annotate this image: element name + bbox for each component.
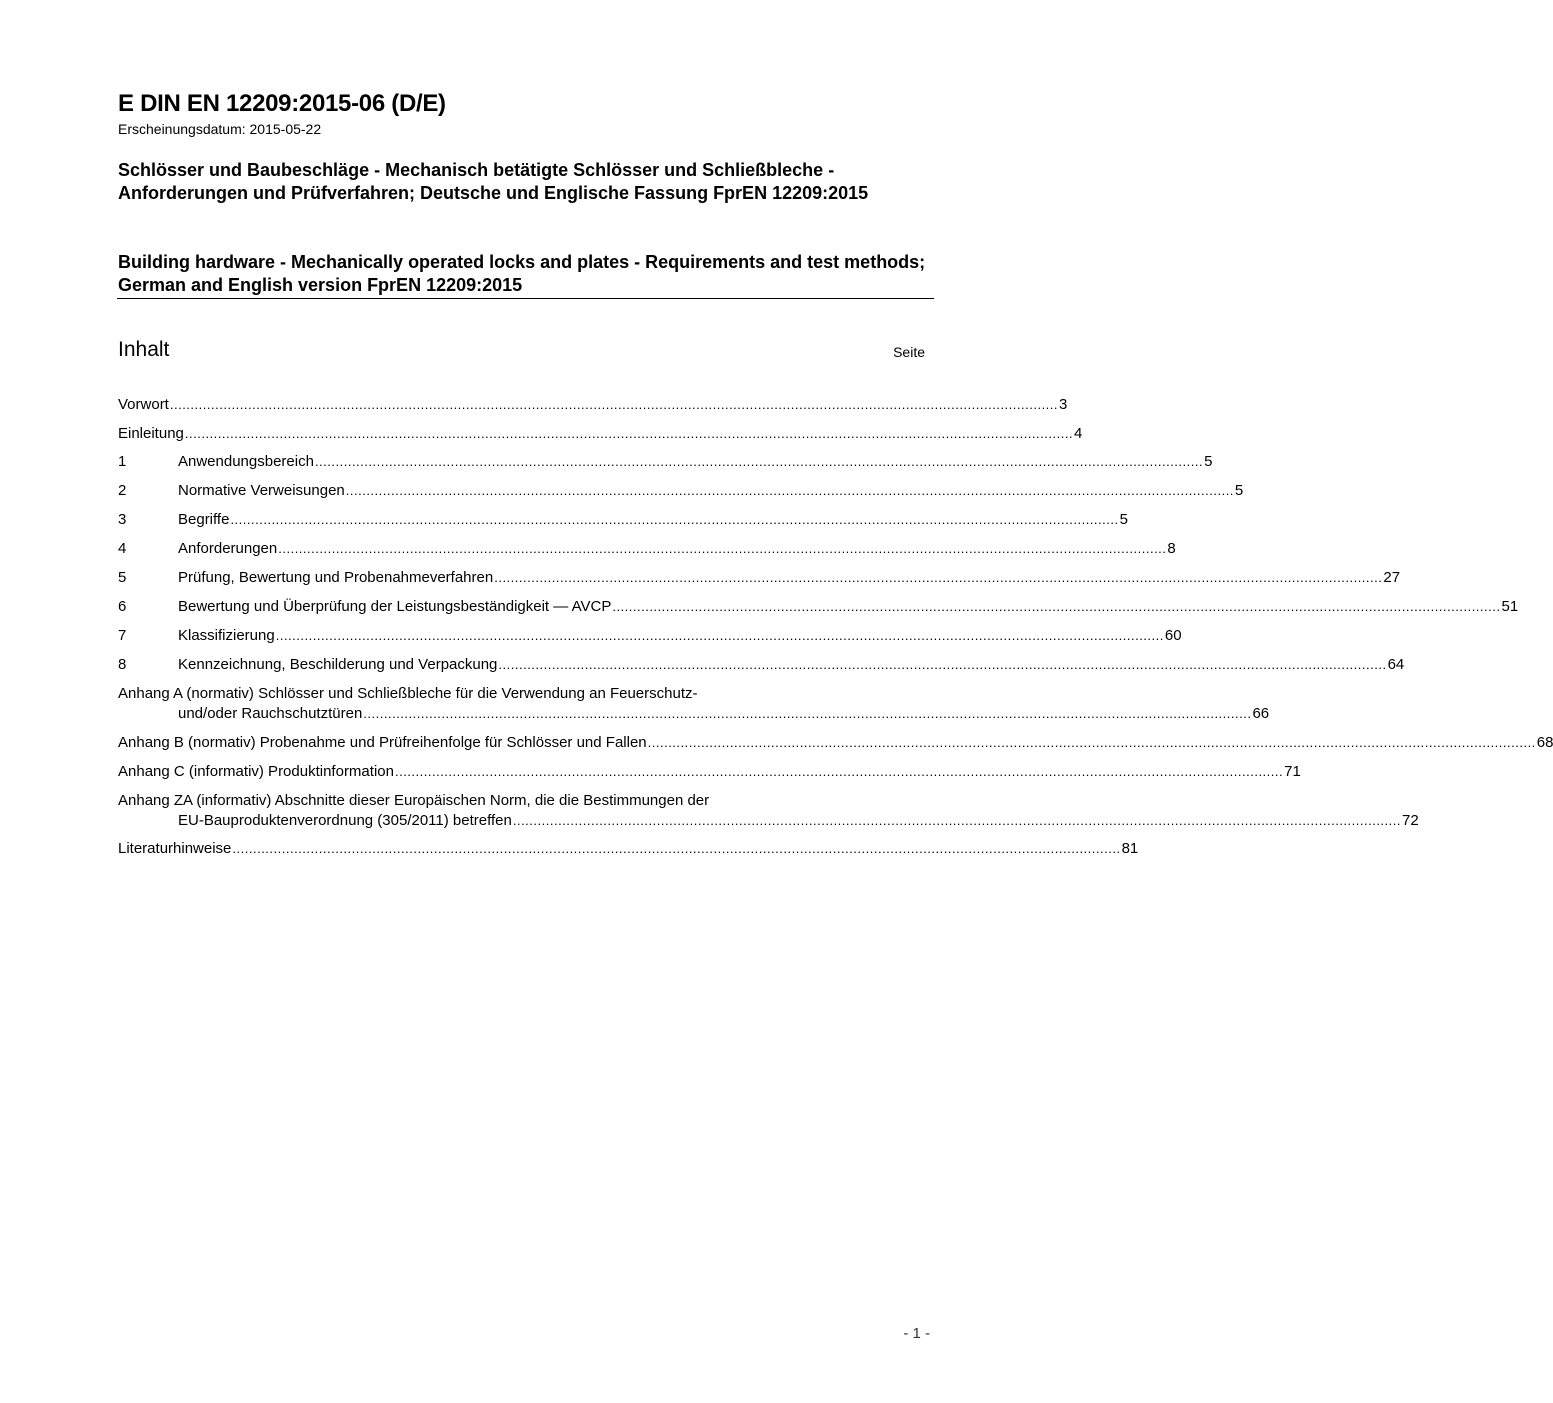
toc-leader-dots: ........................................................................................................................................................................................................................ — [169, 397, 1059, 412]
toc-entry-title: EU-Bauproduktenverordnung (305/2011) betreffen — [178, 812, 512, 829]
toc-entry-6[interactable] — [118, 597, 1519, 617]
page-number: - 1 - — [903, 1325, 930, 1342]
toc-page-label: Seite — [893, 344, 925, 360]
document-id: E DIN EN 12209:2015-06 (D/E) — [118, 90, 446, 117]
toc-entry-title: Klassifizierung — [178, 627, 275, 644]
toc-entry-title: Normative Verweisungen — [178, 482, 345, 499]
toc-entry-number: 4 — [118, 540, 127, 557]
toc-entry-page: 68 — [1536, 734, 1553, 751]
toc-entry-page: 27 — [1383, 569, 1401, 586]
toc-entry-anhang-b[interactable] — [118, 733, 1553, 753]
toc-entry-number: 2 — [118, 482, 127, 499]
toc-entry-page: 64 — [1387, 656, 1405, 673]
toc-entry-title: Anwendungsbereich — [178, 453, 314, 470]
toc-entry-page: 5 — [1234, 482, 1244, 499]
toc-entry-title: Anforderungen — [178, 540, 278, 557]
toc-entry-3[interactable] — [118, 510, 1128, 530]
toc-leader-dots: ........................................................................................................................................................................................................................ — [494, 570, 1383, 585]
toc-entry-number: 1 — [118, 453, 127, 470]
toc-entry-title: Kennzeichnung, Beschilderung und Verpackung — [178, 656, 498, 673]
toc-entry-page: 51 — [1501, 598, 1519, 615]
toc-entry-vorwort[interactable] — [118, 395, 1068, 415]
toc-entry-title: und/oder Rauchschutztüren — [178, 705, 363, 722]
toc-entry-8[interactable] — [118, 655, 1405, 675]
toc-entry-title: Begriffe — [178, 511, 230, 528]
toc-leader-dots: ........................................................................................................................................................................................................................ — [314, 454, 1204, 469]
toc-entry-4[interactable] — [118, 539, 1176, 559]
toc-entry-title: Bewertung und Überprüfung der Leistungsbeständigkeit — AVCP — [178, 598, 612, 615]
title-german: Schlösser und Baubeschläge - Mechanisch betätigte Schlösser und Schließbleche - Anforderungen und Prüfverfahren; Deutsche und Englische Fassung FprEN 12209:2015 — [118, 160, 869, 203]
toc-entry-title: Anhang C (informativ) Produktinformation — [118, 763, 394, 780]
toc-entry-number: 6 — [118, 598, 127, 615]
toc-entry-title: Vorwort — [118, 396, 169, 413]
toc-entry-number: 5 — [118, 569, 127, 586]
toc-leader-dots: ........................................................................................................................................................................................................................ — [612, 599, 1501, 614]
toc-leader-dots: ........................................................................................................................................................................................................................ — [647, 735, 1536, 750]
toc-entry-page: 60 — [1164, 627, 1182, 644]
toc-entry-5[interactable] — [118, 568, 1401, 588]
toc-entry-page: 3 — [1059, 396, 1068, 413]
toc-entry-page: 81 — [1121, 840, 1139, 857]
toc-entry-page: 71 — [1284, 763, 1301, 780]
toc-entry-page: 4 — [1074, 425, 1083, 442]
publication-date: Erscheinungsdatum: 2015-05-22 — [118, 121, 322, 137]
toc-entry-title: Einleitung — [118, 425, 184, 442]
toc-entry-title: Anhang B (normativ) Probenahme und Prüfreihenfolge für Schlösser und Fallen — [118, 734, 647, 751]
toc-entry-title: Literaturhinweise — [118, 840, 232, 857]
toc-entry-7[interactable] — [118, 626, 1182, 646]
toc-entry-2[interactable] — [118, 481, 1244, 501]
toc-entry-literaturhinweise[interactable] — [118, 839, 1139, 859]
toc-leader-dots: ........................................................................................................................................................................................................................ — [232, 841, 1121, 856]
toc-leader-dots: ........................................................................................................................................................................................................................ — [345, 483, 1234, 498]
title-english: Building hardware - Mechanically operated locks and plates - Requirements and test methods; German and English version FprEN 12209:2015 — [118, 252, 926, 295]
toc-entry-page: 66 — [1252, 705, 1270, 722]
toc-entry-anhang-a[interactable] — [118, 684, 1270, 724]
toc-leader-dots: ........................................................................................................................................................................................................................ — [230, 512, 1119, 527]
header-divider — [117, 298, 934, 299]
toc-entry-anhang-za[interactable] — [118, 791, 1419, 831]
toc-entry-title-line1: Anhang A (normativ) Schlösser und Schließbleche für die Verwendung an Feuerschutz- — [118, 685, 698, 702]
toc-entry-title-line1: Anhang ZA (informativ) Abschnitte dieser Europäischen Norm, die die Bestimmungen der — [118, 792, 710, 809]
toc-entry-number: 8 — [118, 656, 127, 673]
toc-entry-title: Prüfung, Bewertung und Probenahmeverfahren — [178, 569, 494, 586]
toc-entry-1[interactable] — [118, 452, 1213, 472]
toc-entry-page: 5 — [1119, 511, 1128, 528]
toc-leader-dots: ........................................................................................................................................................................................................................ — [512, 813, 1401, 828]
toc-leader-dots: ........................................................................................................................................................................................................................ — [363, 706, 1252, 721]
toc-leader-dots: ........................................................................................................................................................................................................................ — [278, 541, 1167, 556]
toc-leader-dots: ........................................................................................................................................................................................................................ — [498, 657, 1387, 672]
toc-leader-dots: ........................................................................................................................................................................................................................ — [394, 764, 1284, 779]
toc-entry-page: 72 — [1402, 812, 1419, 829]
toc-entry-number: 3 — [118, 511, 127, 528]
toc-entry-page: 5 — [1204, 453, 1213, 470]
toc-entry-page: 8 — [1167, 540, 1176, 557]
toc-entry-anhang-c[interactable] — [118, 762, 1301, 782]
toc-heading: Inhalt — [118, 338, 170, 361]
toc-leader-dots: ........................................................................................................................................................................................................................ — [184, 426, 1074, 441]
toc-entry-number: 7 — [118, 627, 127, 644]
toc-leader-dots: ........................................................................................................................................................................................................................ — [275, 628, 1164, 643]
toc-entry-einleitung[interactable] — [118, 424, 1083, 444]
